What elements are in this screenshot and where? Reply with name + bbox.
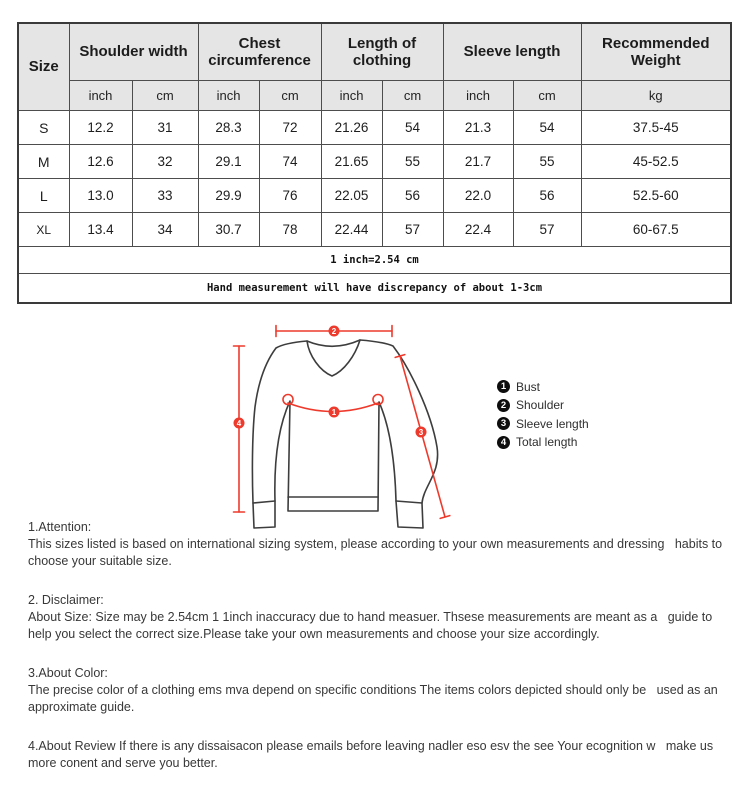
unit-shoulder-inch: inch — [69, 81, 132, 111]
marker-sleeve-length-number: 3 — [418, 427, 424, 437]
cell-value: 13.0 — [69, 179, 132, 213]
cell-value: 55 — [513, 145, 581, 179]
cell-value: 54 — [382, 111, 443, 145]
cell-value: 13.4 — [69, 213, 132, 247]
cell-value: 22.05 — [321, 179, 382, 213]
table-unit-row — [18, 81, 731, 111]
legend-item-shoulder — [497, 399, 589, 412]
legend-label: Total length — [516, 435, 578, 449]
conversion-note: 1 inch=2.54 cm — [18, 247, 731, 274]
cell-value: 78 — [259, 213, 321, 247]
section-body: This sizes listed is based on international sizing system, please according to your own measurements and dressing habits to choose your suitable size. — [28, 537, 726, 568]
cell-value: 31 — [132, 111, 198, 145]
table-row-s — [18, 111, 731, 145]
col-header-recommended-weight: Recommended Weight — [581, 23, 731, 81]
col-header-chest-circumference: Chest circumference — [198, 23, 321, 81]
marker-total-length-number: 4 — [236, 418, 242, 428]
size-label: S — [18, 111, 69, 145]
table-row-l — [18, 179, 731, 213]
cell-value: 60-67.5 — [581, 213, 731, 247]
cell-value: 74 — [259, 145, 321, 179]
measurement-discrepancy-note: Hand measurement will have discrepancy of about 1-3cm — [18, 274, 731, 303]
size-label: XL — [18, 213, 69, 247]
marker-shoulder-number: 2 — [331, 326, 337, 336]
cell-value: 72 — [259, 111, 321, 145]
cell-value: 56 — [382, 179, 443, 213]
unit-length-cm: cm — [382, 81, 443, 111]
total-length-measure-line — [234, 346, 245, 512]
legend-label: Shoulder — [516, 398, 565, 412]
col-header-size: Size — [18, 23, 69, 111]
unit-shoulder-cm: cm — [132, 81, 198, 111]
cell-value: 57 — [382, 213, 443, 247]
size-label: M — [18, 145, 69, 179]
table-row-m — [18, 145, 731, 179]
cell-value: 37.5-45 — [581, 111, 731, 145]
unit-chest-inch: inch — [198, 81, 259, 111]
cell-value: 34 — [132, 213, 198, 247]
legend-item-sleeve-length — [497, 417, 589, 430]
table-note-row — [18, 274, 731, 303]
section-about-review — [28, 738, 727, 772]
cell-value: 22.44 — [321, 213, 382, 247]
cell-value: 32 — [132, 145, 198, 179]
section-heading: 1.Attention: — [28, 520, 92, 534]
notes-area — [28, 519, 727, 794]
unit-sleeve-inch: inch — [443, 81, 513, 111]
cell-value: 12.6 — [69, 145, 132, 179]
legend-number-badge: 4 — [497, 436, 510, 449]
col-header-shoulder-width: Shoulder width — [69, 23, 198, 81]
cell-value: 29.9 — [198, 179, 259, 213]
legend-item-bust — [497, 380, 589, 393]
cell-value: 22.4 — [443, 213, 513, 247]
section-body: About Size: Size may be 2.54cm 1 1inch inaccuracy due to hand measuer. Thsese measurements are meant as a guide to help you select the correct size.Please take your own measurements and choose your size accordingly. — [28, 610, 716, 641]
cell-value: 76 — [259, 179, 321, 213]
cell-value: 22.0 — [443, 179, 513, 213]
unit-chest-cm: cm — [259, 81, 321, 111]
legend-number-badge: 3 — [497, 417, 510, 430]
table-note-row — [18, 247, 731, 274]
col-header-sleeve-length: Sleeve length — [443, 23, 581, 81]
cell-value: 21.3 — [443, 111, 513, 145]
cell-value: 21.7 — [443, 145, 513, 179]
cell-value: 28.3 — [198, 111, 259, 145]
cell-value: 55 — [382, 145, 443, 179]
section-about-color — [28, 665, 727, 716]
cell-value: 45-52.5 — [581, 145, 731, 179]
measure-legend — [497, 380, 589, 454]
cell-value: 57 — [513, 213, 581, 247]
section-disclaimer — [28, 592, 727, 643]
section-body: The precise color of a clothing ems mva depend on specific conditions The items colors depicted should only be used as an approximate guide. — [28, 683, 722, 714]
unit-length-inch: inch — [321, 81, 382, 111]
cell-value: 29.1 — [198, 145, 259, 179]
marker-bust-number: 1 — [331, 407, 337, 417]
size-label: L — [18, 179, 69, 213]
section-attention — [28, 519, 727, 570]
cell-value: 54 — [513, 111, 581, 145]
table-row-xl — [18, 213, 731, 247]
legend-number-badge: 1 — [497, 380, 510, 393]
col-header-length-of-clothing: Length of clothing — [321, 23, 443, 81]
table-header-row — [18, 23, 731, 81]
size-chart-table — [17, 22, 732, 304]
unit-weight-kg: kg — [581, 81, 731, 111]
cell-value: 30.7 — [198, 213, 259, 247]
cell-value: 52.5-60 — [581, 179, 731, 213]
section-heading: 2. Disclaimer: — [28, 593, 104, 607]
section-body: 4.About Review If there is any dissaisacon please emails before leaving nadler eso esv the see Your ecognition w make us more conent and serve you better. — [28, 739, 717, 770]
cell-value: 21.26 — [321, 111, 382, 145]
cell-value: 12.2 — [69, 111, 132, 145]
legend-label: Bust — [516, 379, 541, 394]
section-heading: 3.About Color: — [28, 666, 108, 680]
unit-sleeve-cm: cm — [513, 81, 581, 111]
sweater-measurement-diagram — [225, 315, 475, 530]
legend-item-total-length — [497, 436, 589, 449]
sweater-outline — [252, 340, 437, 528]
legend-number-badge: 2 — [497, 399, 510, 412]
cell-value: 21.65 — [321, 145, 382, 179]
legend-label: Sleeve length — [516, 416, 589, 431]
cell-value: 56 — [513, 179, 581, 213]
cell-value: 33 — [132, 179, 198, 213]
